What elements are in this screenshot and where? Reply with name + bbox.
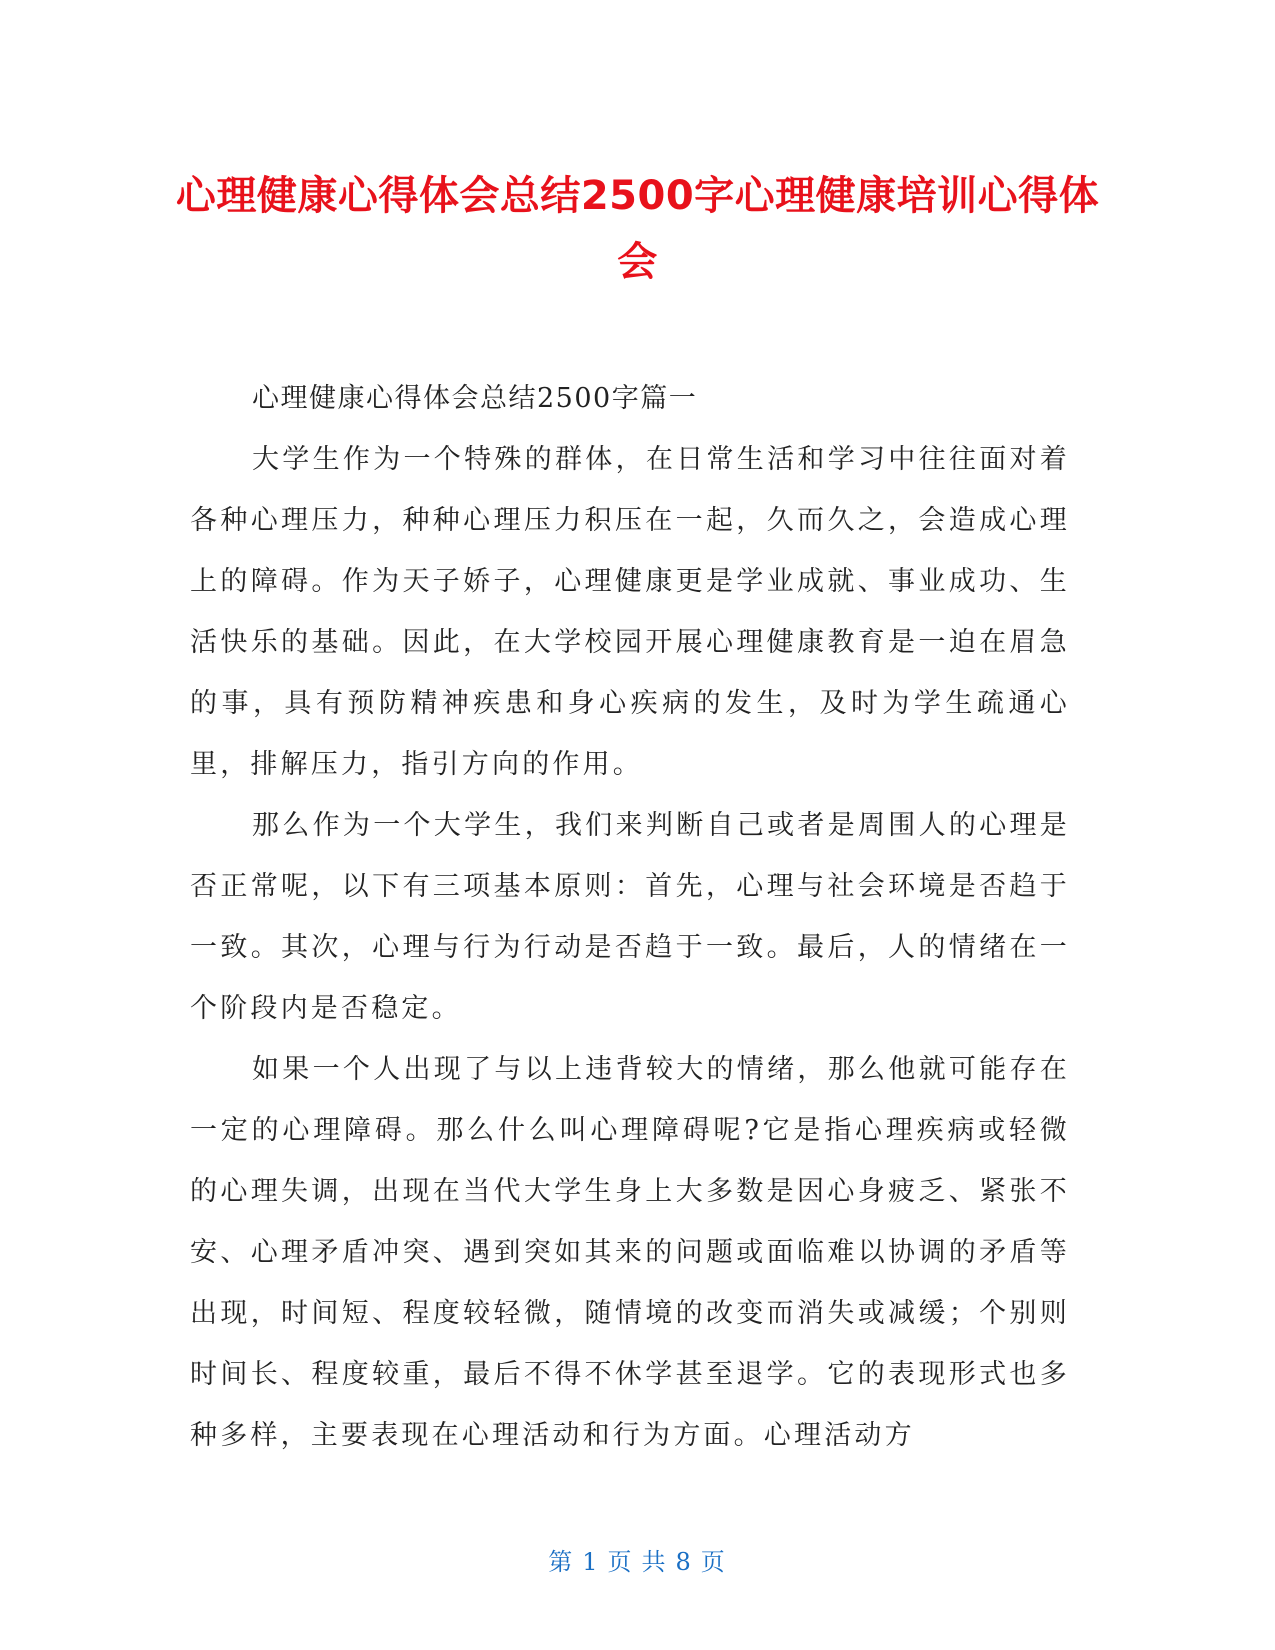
footer-page-label: 第: [548, 1548, 575, 1576]
page-footer: [0, 1542, 1275, 1577]
document-title: 心理健康心得体会总结2500字心理健康培训心得体会: [175, 173, 1100, 285]
paragraph: 如果一个人出现了与以上违背较大的情绪，那么他就可能存在一定的心理障碍。那么什么叫心理障碍呢?它是指心理疾病或轻微的心理失调，出现在当代大学生身上大多数是因心身疲乏、紧张不安、心理矛盾冲突、遇到突如其来的问题或面临难以协调的矛盾等出现，时间短、程度较轻微，随情境的改变而消失或减缓；个别则时间长、程度较重，最后不得不休学甚至退学。它的表现形式也多种多样，主要表现在心理活动和行为方面。心理活动方: [190, 1054, 1070, 1451]
document-body: [190, 368, 1070, 1466]
paragraph: 大学生作为一个特殊的群体，在日常生活和学习中往往面对着各种心理压力，种种心理压力积压在一起，久而久之，会造成心理上的障碍。作为天子娇子，心理健康更是学业成就、事业成功、生活快乐的基础。因此，在大学校园开展心理健康教育是一迫在眉急的事，具有预防精神疾患和身心疾病的发生，及时为学生疏通心里，排解压力，指引方向的作用。: [190, 444, 1070, 780]
footer-current-page: 1: [582, 1548, 600, 1576]
footer-page-unit: 页: [607, 1548, 634, 1576]
footer-total-pages: 8: [675, 1548, 693, 1576]
paragraph: 那么作为一个大学生，我们来判断自己或者是周围人的心理是否正常呢，以下有三项基本原则：首先，心理与社会环境是否趋于一致。其次，心理与行为行动是否趋于一致。最后，人的情绪在一个阶段内是否稳定。: [190, 810, 1070, 1024]
section-heading: 心理健康心得体会总结2500字篇一: [252, 383, 698, 414]
footer-total-label: 共: [641, 1548, 668, 1576]
footer-total-unit: 页: [700, 1548, 727, 1576]
